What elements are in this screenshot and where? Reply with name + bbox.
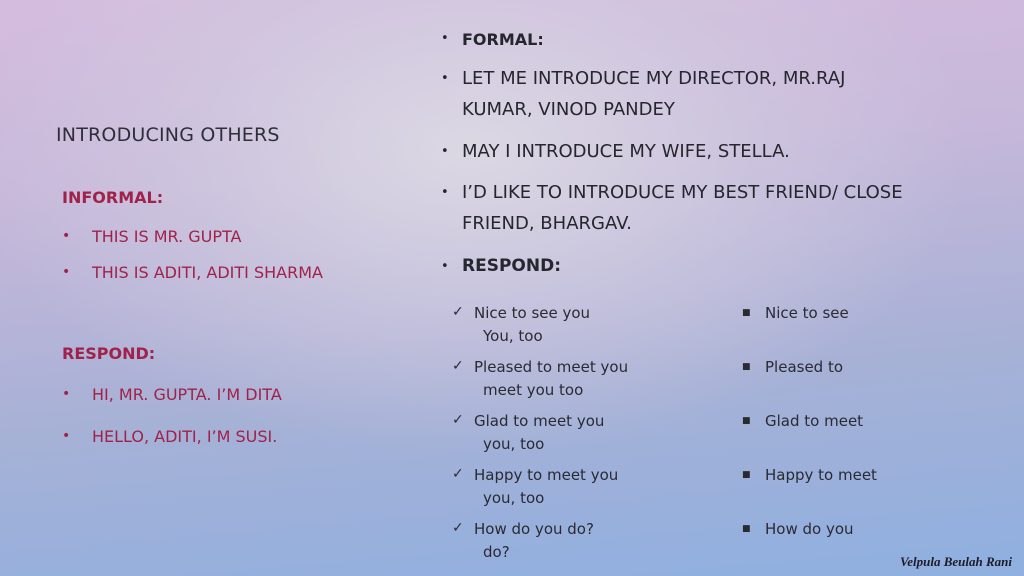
bullet-icon: •	[441, 31, 449, 46]
response-reply: you, too	[483, 435, 545, 453]
square-bullet-icon: ■	[742, 416, 751, 426]
response-reply: meet you too	[483, 381, 584, 399]
response-reply: do?	[483, 543, 510, 561]
response-greet: Pleased to meet you	[474, 358, 629, 376]
informal-label: INFORMAL:	[62, 188, 164, 207]
respond-label-left: RESPOND:	[62, 344, 156, 363]
informal-item: THIS IS ADITI, ADITI SHARMA	[92, 263, 323, 282]
response-greet: How do you do?	[474, 520, 594, 538]
bullet-icon: •	[441, 185, 449, 200]
response-short: Happy to meet	[765, 466, 877, 484]
response-short: How do you	[765, 520, 854, 538]
response-greet: Happy to meet you	[474, 466, 619, 484]
response-short: Glad to meet	[765, 412, 864, 430]
bullet-icon: •	[441, 259, 449, 274]
respond-item: HI, MR. GUPTA. I’M DITA	[92, 385, 282, 404]
bullet-icon: •	[441, 71, 449, 86]
response-greet: Glad to meet you	[474, 412, 605, 430]
response-greet: Nice to see you	[474, 304, 591, 322]
informal-item: THIS IS MR. GUPTA	[92, 227, 242, 246]
formal-item-line: MAY I INTRODUCE MY WIFE, STELLA.	[462, 141, 790, 162]
formal-item	[462, 177, 942, 239]
checkmark-icon: ✓	[452, 358, 464, 374]
bullet-icon: •	[62, 386, 71, 402]
response-reply: you, too	[483, 489, 545, 507]
bullet-icon: •	[441, 144, 449, 159]
checkmark-icon: ✓	[452, 412, 464, 428]
square-bullet-icon: ■	[742, 362, 751, 372]
author-footer: Velpula Beulah Rani	[900, 554, 1012, 569]
response-short: Pleased to	[765, 358, 844, 376]
response-short: Nice to see	[765, 304, 849, 322]
formal-item-line: LET ME INTRODUCE MY DIRECTOR, MR.RAJ	[462, 68, 846, 89]
checkmark-icon: ✓	[452, 466, 464, 482]
square-bullet-icon: ■	[742, 308, 751, 318]
formal-item-line: I’D LIKE TO INTRODUCE MY BEST FRIEND/ CLOSE	[462, 182, 903, 203]
respond-item: HELLO, ADITI, I’M SUSI.	[92, 427, 278, 446]
formal-item	[462, 136, 942, 167]
square-bullet-icon: ■	[742, 524, 751, 534]
bullet-icon: •	[62, 264, 71, 280]
slide-title: INTRODUCING OTHERS	[56, 124, 280, 146]
checkmark-icon: ✓	[452, 304, 464, 320]
response-reply: You, too	[483, 327, 543, 345]
bullet-icon: •	[62, 428, 71, 444]
checkmark-icon: ✓	[452, 520, 464, 536]
square-bullet-icon: ■	[742, 470, 751, 480]
formal-item-line: FRIEND, BHARGAV.	[462, 213, 632, 234]
formal-label: FORMAL:	[462, 30, 544, 49]
formal-item	[462, 63, 942, 125]
respond-label-right: RESPOND:	[462, 256, 561, 276]
formal-item-line: KUMAR, VINOD PANDEY	[462, 99, 675, 120]
bullet-icon: •	[62, 228, 71, 244]
